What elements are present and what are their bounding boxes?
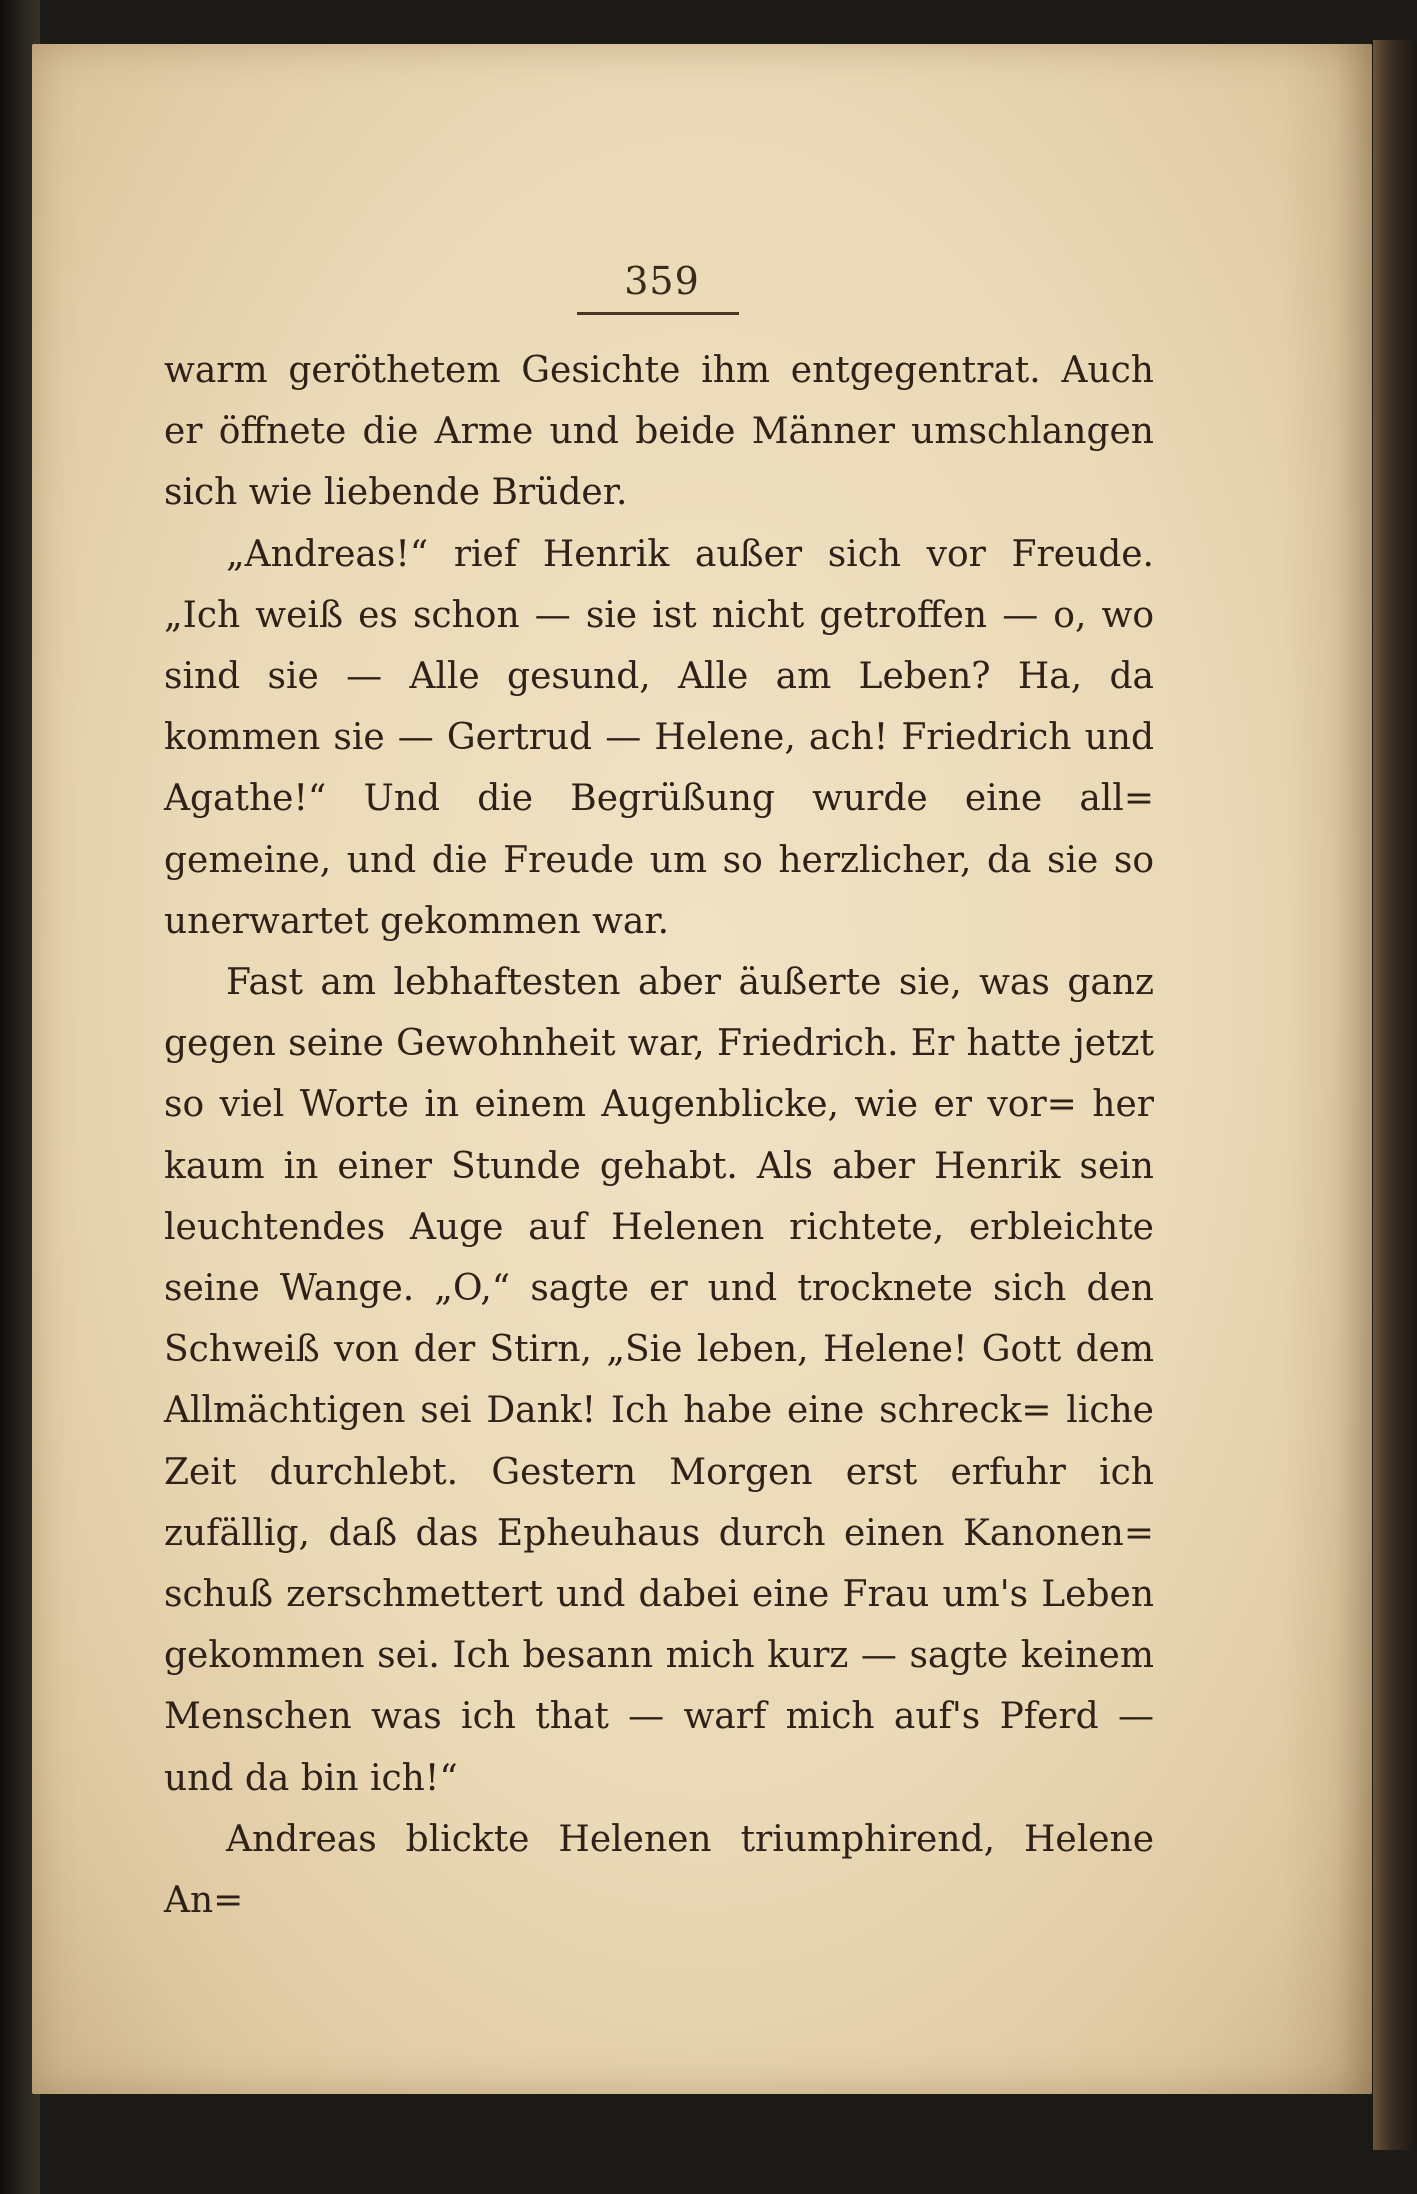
page-edge-shadow	[1282, 44, 1372, 2094]
paragraph: „Andreas!“ rief Henrik außer sich vor Freude. „Ich weiß es schon — sie ist nicht getroffen — o, wo sind sie — Alle gesund, Alle am Leben? Ha, da kommen sie — Gertrud — Helene, ach! Friedrich und Agathe!“ Und die Begrüßung wurde eine all= gemeine, und die Freude um so herzlicher, da sie so unerwartet gekommen war.	[164, 533, 1154, 942]
page-number: 359	[624, 259, 700, 303]
paragraph: Andreas blickte Helenen triumphirend, Helene An=	[164, 1818, 1154, 1922]
header-rule	[577, 312, 739, 315]
book-cover-right	[1373, 40, 1417, 2150]
book-page	[32, 44, 1372, 2094]
body-text	[164, 340, 1154, 1931]
paragraph: Fast am lebhaftesten aber äußerte sie, was ganz gegen seine Gewohnheit war, Friedrich. Er hatte jetzt so viel Worte in einem Augenblicke, wie er vor= her kaum in einer Stunde gehabt. Als aber Henrik sein leuchtendes Auge auf Helenen richtete, erbleichte seine Wange. „O,“ sagte er und trocknete sich den Schweiß von der Stirn, „Sie leben, Helene! Gott dem Allmächtigen sei Dank! Ich habe eine schreck= liche Zeit durchlebt. Gestern Morgen erst erfuhr ich zufällig, daß das Epheuhaus durch einen Kanonen= schuß zerschmettert und dabei eine Frau um's Leben gekommen sei. Ich besann mich kurz — sagte keinem Menschen was ich that — warf mich auf's Pferd — und da bin ich!“	[164, 962, 1154, 1799]
paragraph: warm geröthetem Gesichte ihm entgegentrat. Auch er öffnete die Arme und beide Männer umschlangen sich wie liebende Brüder.	[164, 350, 1154, 514]
